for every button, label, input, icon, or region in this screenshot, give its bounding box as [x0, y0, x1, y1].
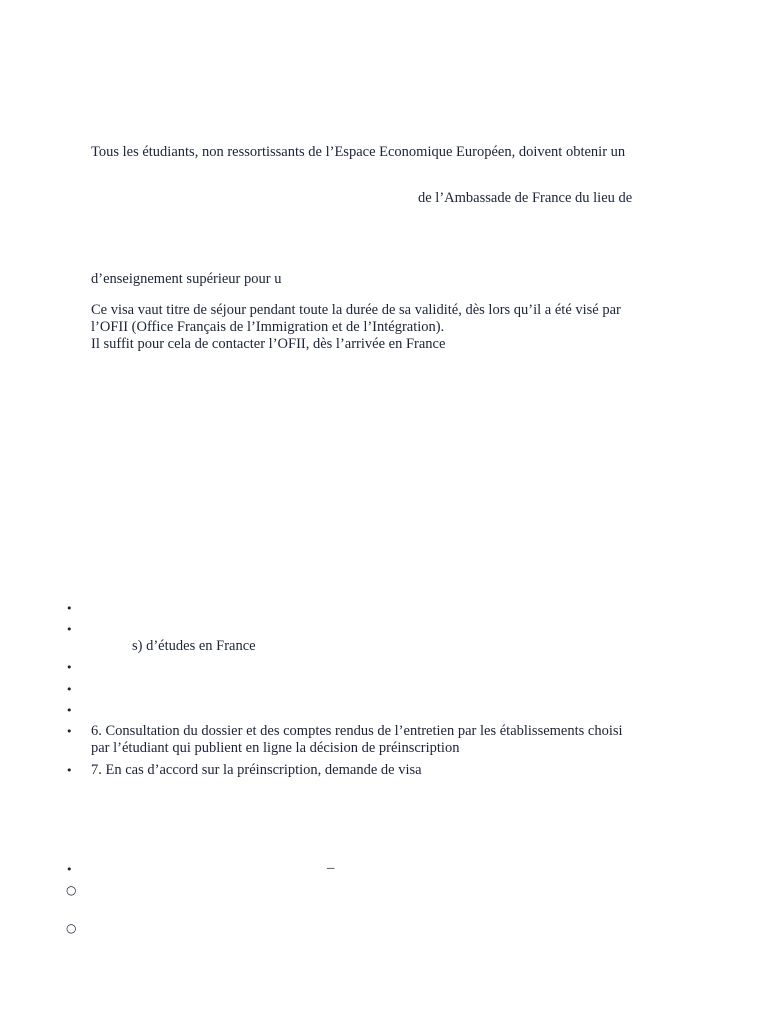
sub-bullet-marker-1: ○ [66, 883, 77, 897]
bullet-marker-1: • [66, 602, 73, 615]
paragraph-enseignement: d’enseignement supérieur pour u [91, 271, 282, 287]
list-item-8-dash: – [327, 860, 335, 876]
paragraph-visa-line-1: Ce visa vaut titre de séjour pendant toute la durée de sa validité, dès lors qu’il a été visé par [91, 302, 621, 318]
paragraph-visa-line-2: l’OFII (Office Français de l’Immigration et de l’Intégration). [91, 319, 445, 335]
bullet-marker-8: • [66, 863, 73, 876]
list-item-2-text: s) d’études en France [132, 638, 256, 654]
bullet-marker-4: • [66, 683, 73, 696]
bullet-marker-5: • [66, 704, 73, 717]
paragraph-visa-line-3: Il suffit pour cela de contacter l’OFII, dès l’arrivée en France [91, 336, 446, 352]
bullet-marker-2: • [66, 623, 73, 636]
sub-bullet-marker-2: ○ [66, 921, 77, 935]
list-item-7: 7. En cas d’accord sur la préinscription, demande de visa [91, 762, 422, 778]
paragraph-intro: Tous les étudiants, non ressortissants de l’Espace Economique Européen, doivent obtenir un [91, 144, 626, 160]
paragraph-ambassade: de l’Ambassade de France du lieu de [418, 190, 633, 206]
list-item-6-line-2: par l’étudiant qui publient en ligne la décision de préinscription [91, 740, 460, 756]
bullet-marker-3: • [66, 661, 73, 674]
bullet-marker-7: • [66, 764, 73, 777]
list-item-6-line-1: 6. Consultation du dossier et des comptes rendus de l’entretien par les établissements choisi [91, 723, 623, 739]
bullet-marker-6: • [66, 725, 73, 738]
